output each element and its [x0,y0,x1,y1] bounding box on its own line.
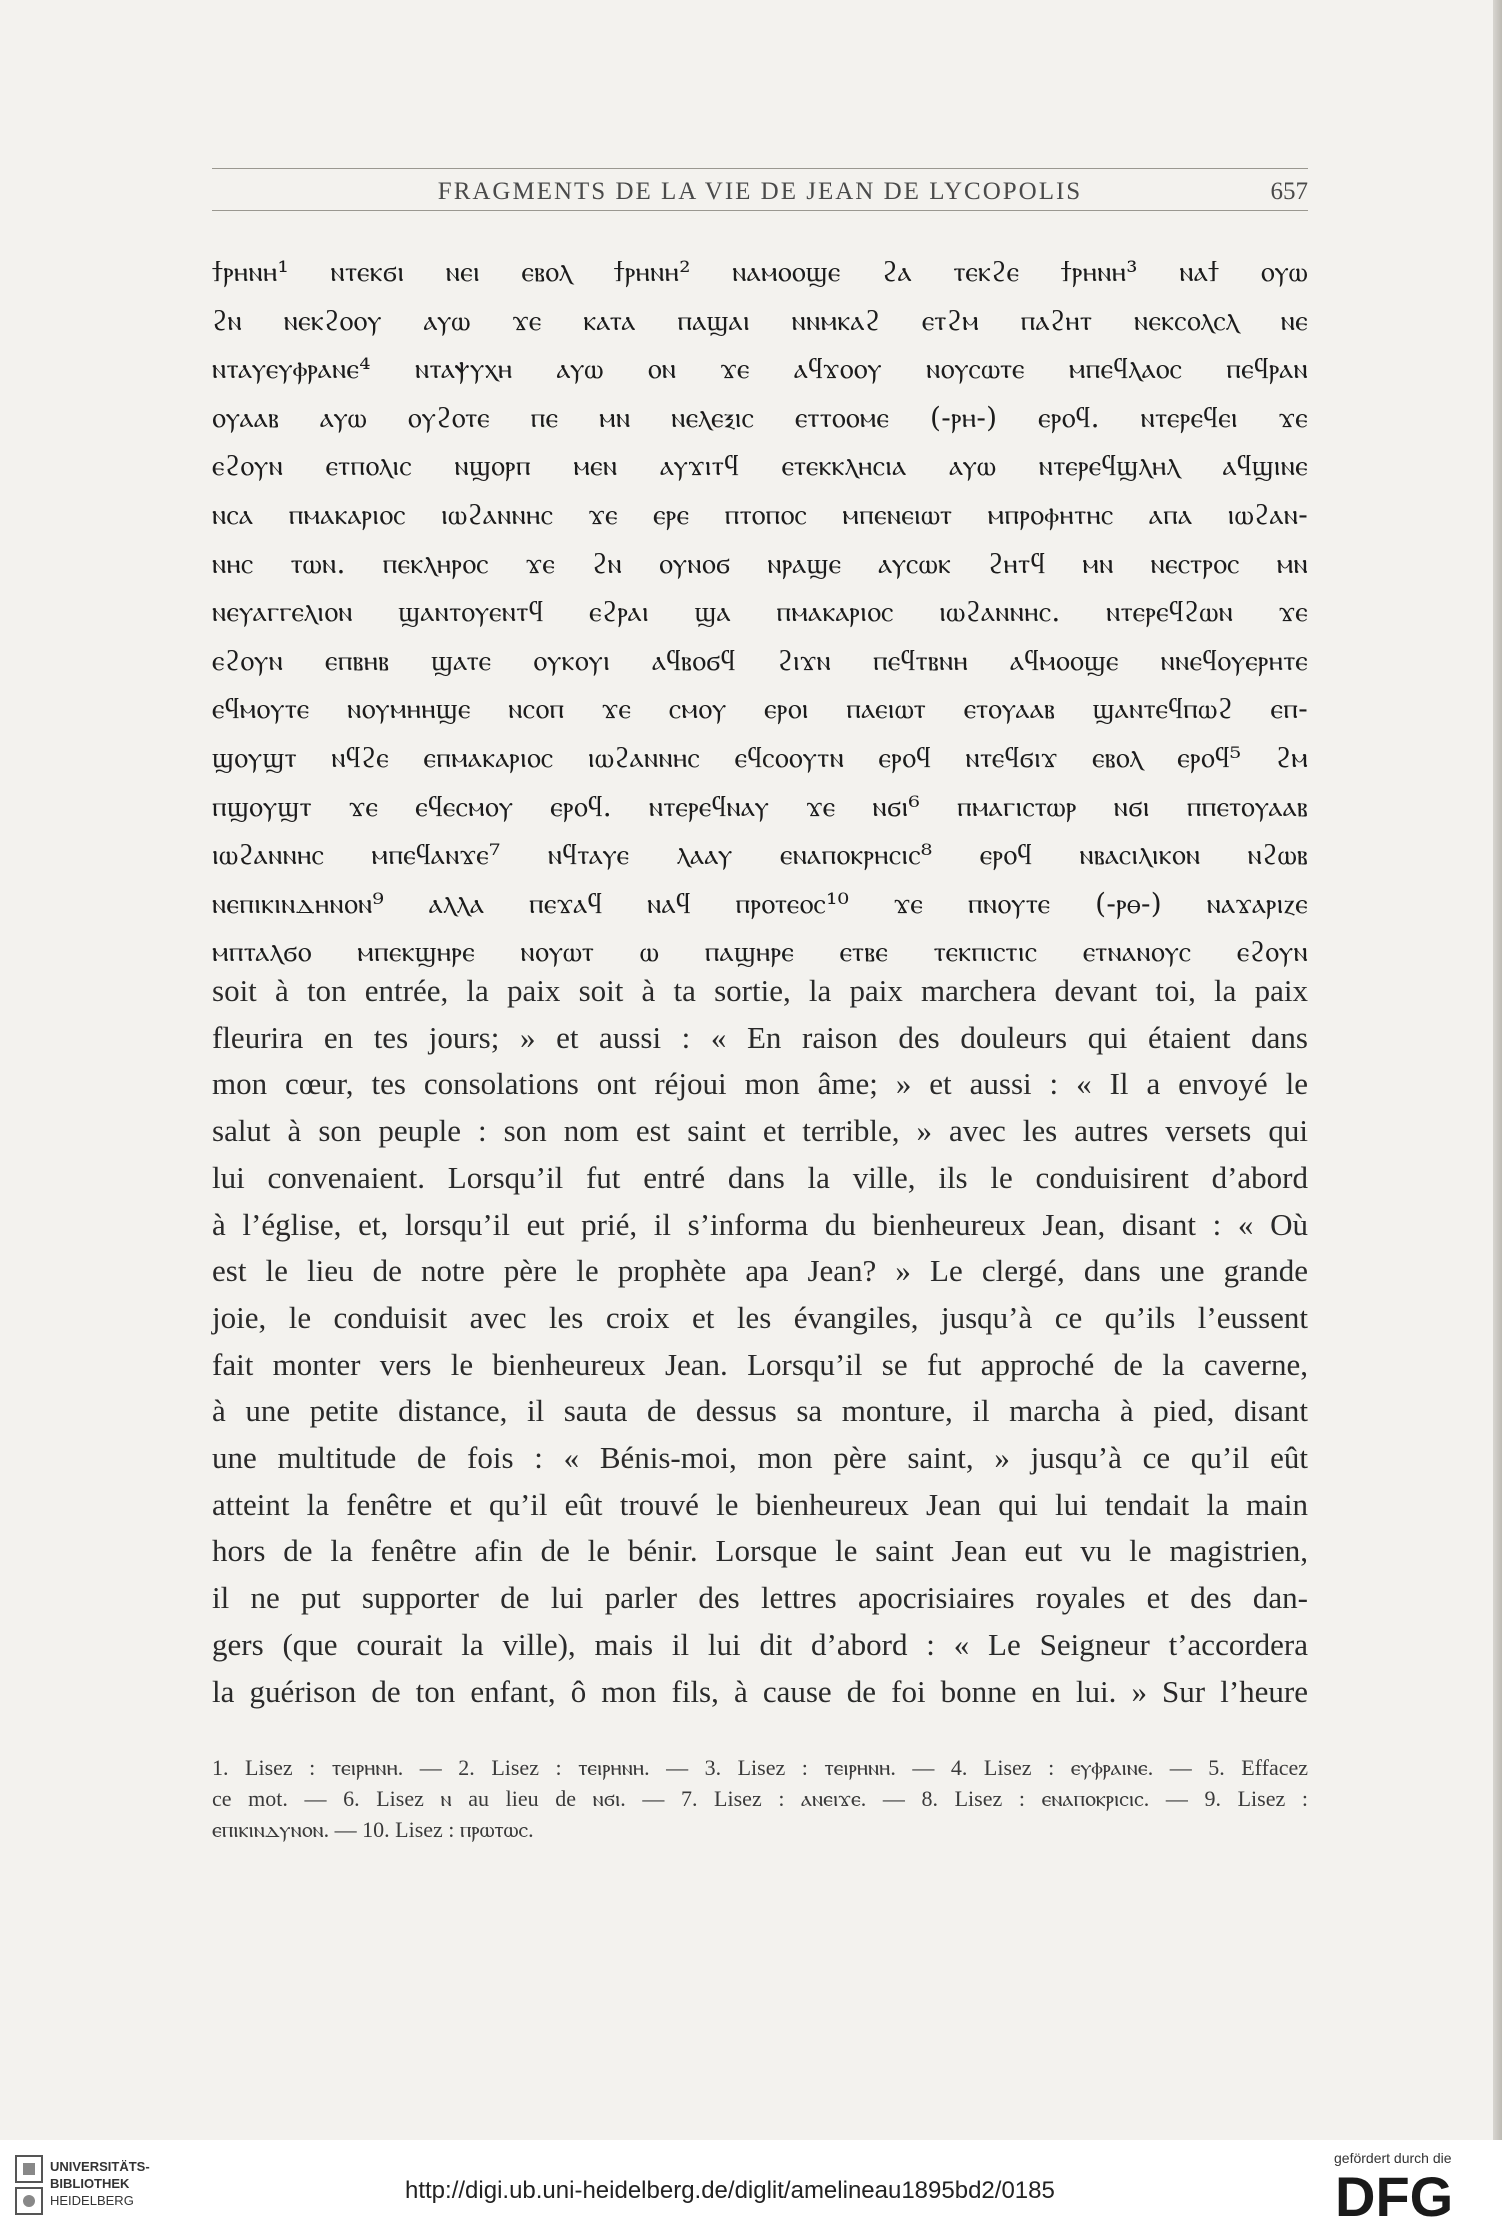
header-rule-bottom [212,210,1308,211]
institution-name [50,2158,150,2209]
french-line: hors de la fenêtre afin de le bénir. Lorsque le saint Jean eut vu le magistrien, [212,1533,1308,1569]
coptic-line: ⲛⲏⲥ ⲧⲱⲛ. ⲡⲉⲕⲗⲏⲣⲟⲥ ϫⲉ ϩⲛ ⲟⲩⲛⲟϭ ⲛⲣⲁϣⲉ ⲁⲩⲥⲱⲕ ϩⲏⲧϥ ⲙⲛ ⲛⲉⲥⲧⲣⲟⲥ ⲙⲛ [212,546,1308,580]
coptic-line: ⲛⲉⲩⲁⲅⲅⲉⲗⲓⲟⲛ ϣⲁⲛⲧⲟⲩⲉⲛⲧϥ ⲉϩⲣⲁⲓ ϣⲁ ⲡⲙⲁⲕⲁⲣⲓⲟⲥ ⲓⲱϩⲁⲛⲛⲏⲥ. ⲛⲧⲉⲣⲉϥϩⲱⲛ ϫⲉ [212,595,1308,629]
coptic-line: ϣⲟⲩϣⲧ ⲛϥϩⲉ ⲉⲡⲙⲁⲕⲁⲣⲓⲟⲥ ⲓⲱϩⲁⲛⲛⲏⲥ ⲉϥⲥⲟⲟⲩⲧⲛ ⲉⲣⲟϥ ⲛⲧⲉϥϭⲓϫ ⲉⲃⲟⲗ ⲉⲣⲟϥ⁵ ϩⲙ [212,740,1308,774]
french-line: fait monter vers le bienheureux Jean. Lorsqu’il se fut approché de la caverne, [212,1346,1308,1382]
footnote-line: 1. Lisez : ⲧⲉⲓⲣⲏⲛⲏ. — 2. Lisez : ⲧⲉⲓⲣⲏⲛⲏ. — 3. Lisez : ⲧⲉⲓⲣⲏⲛⲏ. — 4. Lisez : ⲉⲩⲫⲣⲁⲓⲛⲉ. — 5. Effacez [212,1755,1308,1780]
running-title: FRAGMENTS DE LA VIE DE JEAN DE LYCOPOLIS [437,178,1083,205]
coptic-line: ⲉϩⲟⲩⲛ ⲉⲡⲃⲏⲃ ϣⲁⲧⲉ ⲟⲩⲕⲟⲩⲓ ⲁϥⲃⲟϭϥ ϩⲓϫⲛ ⲡⲉϥⲧⲃⲛⲏ ⲁϥⲙⲟⲟϣⲉ ⲛⲛⲉϥⲟⲩⲉⲣⲏⲧⲉ [212,643,1308,677]
french-line: est le lieu de notre père le prophète apa Jean? » Le clergé, dans une grande [212,1253,1308,1289]
french-line: une multitude de fois : « Bénis-moi, mon père saint, » jusqu’à ce qu’il eût [212,1440,1308,1476]
french-translation-block [212,968,1308,1715]
coptic-line: ⲉϥⲙⲟⲩⲧⲉ ⲛⲟⲩⲙⲏⲏϣⲉ ⲛⲥⲟⲡ ϫⲉ ⲥⲙⲟⲩ ⲉⲣⲟⲓ ⲡⲁⲉⲓⲱⲧ ⲉⲧⲟⲩⲁⲁⲃ ϣⲁⲛⲧⲉϥⲡⲱϩ ⲉⲡ- [212,692,1308,726]
university-seal-icon [14,2150,44,2222]
page-edge-shadow [1493,0,1502,2140]
coptic-line: ⲡϣⲟⲩϣⲧ ϫⲉ ⲉϥⲉⲥⲙⲟⲩ ⲉⲣⲟϥ. ⲛⲧⲉⲣⲉϥⲛⲁⲩ ϫⲉ ⲛϭⲓ⁶ ⲡⲙⲁⲅⲓⲥⲧⲱⲣ ⲛϭⲓ ⲡⲡⲉⲧⲟⲩⲁⲁⲃ [212,789,1308,823]
coptic-line: ⲓⲱϩⲁⲛⲛⲏⲥ ⲙⲡⲉϥⲁⲛϫⲉ⁷ ⲛϥⲧⲁⲩⲉ ⲗⲁⲁⲩ ⲉⲛⲁⲡⲟⲕⲣⲏⲥⲓⲥ⁸ ⲉⲣⲟϥ ⲛⲃⲁⲥⲓⲗⲓⲕⲟⲛ ⲛϩⲱⲃ [212,838,1308,872]
french-line: il ne put supporter de lui parler des lettres apocrisiaires royales et des dan- [212,1580,1308,1616]
coptic-line: ⲛⲉⲡⲓⲕⲓⲛⲇⲏⲛⲟⲛ⁹ ⲁⲗⲗⲁ ⲡⲉϫⲁϥ ⲛⲁϥ ⲡⲣⲟⲧⲉⲟⲥ¹⁰ ϫⲉ ⲡⲛⲟⲩⲧⲉ (-ⲣⲑ-) ⲛⲁϫⲁⲣⲓⲍⲉ [212,886,1308,920]
footnote-line: ⲉⲡⲓⲕⲓⲛⲇⲩⲛⲟⲛ. — 10. Lisez : ⲡⲣⲱⲧⲱⲥ. [212,1817,534,1842]
french-line: lui convenaient. Lorsqu’il fut entré dans la ville, ils le conduisirent d’abord [212,1159,1308,1195]
dfg-logo-text: DFG [1335,2170,1454,2222]
french-line: à une petite distance, il sauta de dessus sa monture, il marcha à pied, disant [212,1393,1308,1429]
dfg-logo [1335,2170,1485,2222]
coptic-line: ⲛⲧⲁⲩⲉⲩⲫⲣⲁⲛⲉ⁴ ⲛⲧⲁⲯⲩⲭⲏ ⲁⲩⲱ ⲟⲛ ϫⲉ ⲁϥϫⲟⲟⲩ ⲛⲟⲩⲥⲱⲧⲉ ⲙⲡⲉϥⲗⲁⲟⲥ ⲡⲉϥⲣⲁⲛ [212,352,1308,386]
institution-line-3: HEIDELBERG [50,2193,134,2208]
coptic-line: ϯⲣⲏⲛⲏ¹ ⲛⲧⲉⲕϭⲓ ⲛⲉⲓ ⲉⲃⲟⲗ ϯⲣⲏⲛⲏ² ⲛⲁⲙⲟⲟϣⲉ ϩⲁ ⲧⲉⲕϩⲉ ϯⲣⲏⲛⲏ³ ⲛⲁϯ ⲟⲩⲱ [212,255,1308,288]
source-url-link[interactable]: http://digi.ub.uni-heidelberg.de/diglit/amelineau1895bd2/0185 [405,2177,1055,2204]
coptic-line: ⲛⲥⲁ ⲡⲙⲁⲕⲁⲣⲓⲟⲥ ⲓⲱϩⲁⲛⲛⲏⲥ ϫⲉ ⲉⲣⲉ ⲡⲧⲟⲡⲟⲥ ⲙⲡⲉⲛⲉⲓⲱⲧ ⲙⲡⲣⲟⲫⲏⲧⲏⲥ ⲁⲡⲁ ⲓⲱϩⲁⲛ- [212,497,1308,531]
french-line: salut à son peuple : son nom est saint et terrible, » avec les autres versets qui [212,1113,1308,1149]
footnotes [212,1752,1308,1845]
coptic-line: ϩⲛ ⲛⲉⲕϩⲟⲟⲩ ⲁⲩⲱ ϫⲉ ⲕⲁⲧⲁ ⲡⲁϣⲁⲓ ⲛⲛⲙⲕⲁϩ ⲉⲧϩⲙ ⲡⲁϩⲏⲧ ⲛⲉⲕⲥⲟⲗⲥⲗ ⲛⲉ [212,303,1308,337]
french-line: fleurira en tes jours; » et aussi : « En raison des douleurs qui étaient dans [212,1019,1308,1055]
french-line: soit à ton entrée, la paix soit à ta sortie, la paix marchera devant toi, la paix [212,973,1308,1008]
coptic-text-block [212,248,1308,977]
french-line: atteint la fenêtre et qu’il eût trouvé le bienheureux Jean qui lui tendait la main [212,1486,1308,1522]
institution-line-2: BIBLIOTHEK [50,2176,130,2191]
header-rule-top [212,168,1308,169]
french-line: à l’église, et, lorsqu’il eut prié, il s’informa du bienheureux Jean, disant : « Où [212,1206,1308,1242]
french-line: la guérison de ton enfant, ô mon fils, à cause de foi bonne en lui. » Sur l’heure [212,1673,1308,1709]
institution-line-1: UNIVERSITÄTS- [50,2159,150,2174]
page-number: 657 [1270,178,1308,205]
coptic-line: ⲉϩⲟⲩⲛ ⲉⲧⲡⲟⲗⲓⲥ ⲛϣⲟⲣⲡ ⲙⲉⲛ ⲁⲩϫⲓⲧϥ ⲉⲧⲉⲕⲕⲗⲏⲥⲓⲁ ⲁⲩⲱ ⲛⲧⲉⲣⲉϥϣⲗⲏⲗ ⲁϥϣⲓⲛⲉ [212,449,1308,483]
french-line: gers (que courait la ville), mais il lui dit d’abord : « Le Seigneur t’accordera [212,1626,1308,1662]
footnote-line: ce mot. — 6. Lisez ⲛ au lieu de ⲛϭⲓ. — 7. Lisez : ⲁⲛⲉⲓϫⲉ. — 8. Lisez : ⲉⲛⲁⲡⲟⲕⲣⲓⲥⲓⲥ. — 9. Lisez : [212,1786,1308,1811]
coptic-line: ⲙⲡⲧⲁⲗϭⲟ ⲙⲡⲉⲕϣⲏⲣⲉ ⲛⲟⲩⲱⲧ ⲱ ⲡⲁϣⲏⲣⲉ ⲉⲧⲃⲉ ⲧⲉⲕⲡⲓⲥⲧⲓⲥ ⲉⲧⲛⲁⲛⲟⲩⲥ ⲉϩⲟⲩⲛ [212,935,1308,969]
french-line: mon cœur, tes consolations ont réjoui mon âme; » et aussi : « Il a envoyé le [212,1066,1308,1102]
coptic-line: ⲟⲩⲁⲁⲃ ⲁⲩⲱ ⲟⲩϩⲟⲧⲉ ⲡⲉ ⲙⲛ ⲛⲉⲗⲉⲝⲓⲥ ⲉⲧⲧⲟⲟⲙⲉ (-ⲣⲏ-) ⲉⲣⲟϥ. ⲛⲧⲉⲣⲉϥⲉⲓ ϫⲉ [212,400,1308,434]
french-line: joie, le conduisit avec les croix et les évangiles, jusqu’à ce qu’ils l’eussent [212,1299,1308,1335]
funded-by-label: gefördert durch die [1334,2150,1452,2166]
